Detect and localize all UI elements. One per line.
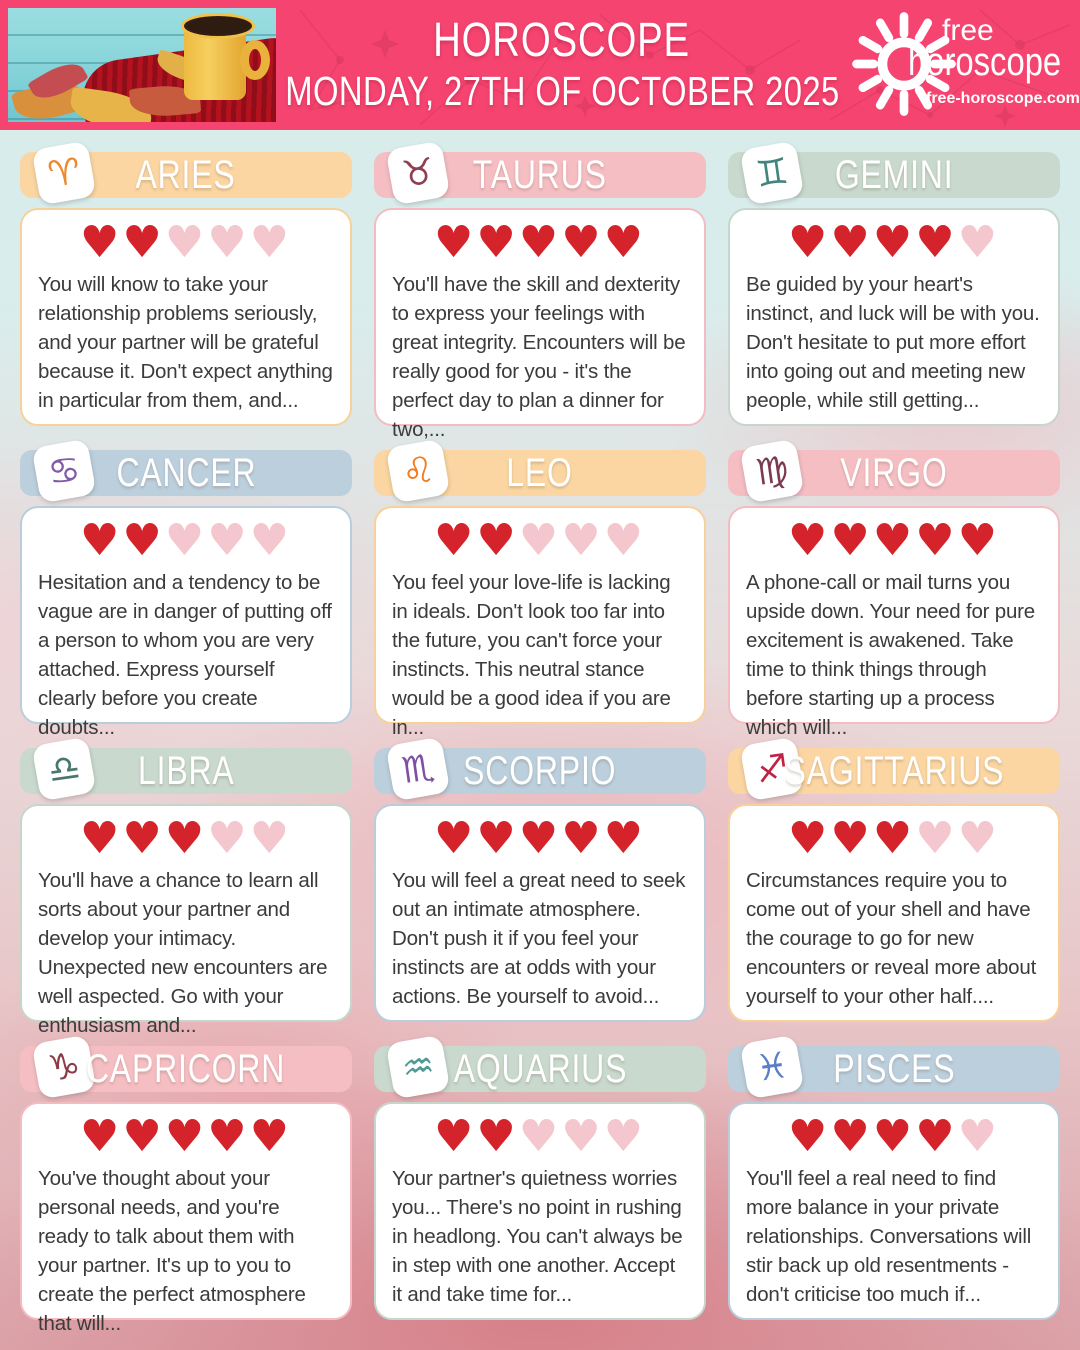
heart-full-icon: ♥ bbox=[164, 813, 208, 864]
heart-empty-icon: ♥ bbox=[249, 515, 293, 566]
sign-header-band bbox=[374, 450, 706, 496]
heart-full-icon: ♥ bbox=[603, 813, 647, 864]
sign-name: LIBRA bbox=[137, 748, 235, 793]
mug-handle-decor bbox=[240, 40, 270, 80]
logo-text-free: free bbox=[942, 14, 994, 47]
heart-empty-icon: ♥ bbox=[207, 515, 250, 566]
heart-full-icon: ♥ bbox=[872, 217, 916, 268]
sign-header-band bbox=[728, 152, 1060, 198]
heart-empty-icon: ♥ bbox=[164, 515, 208, 566]
heart-empty-icon: ♥ bbox=[249, 813, 293, 864]
heart-empty-icon: ♥ bbox=[603, 1111, 647, 1162]
hearts-rating bbox=[38, 813, 334, 864]
sign-cell-virgo bbox=[728, 448, 1060, 739]
hearts-rating bbox=[392, 1111, 688, 1162]
sign-text: You will feel a great need to seek out an intimate atmosphere. Don't push it if you feel your instincts are at odds with your actions. Be yourself to avoid... bbox=[392, 869, 686, 1008]
heart-full-icon: ♥ bbox=[79, 813, 123, 864]
sign-header-band bbox=[20, 748, 352, 794]
heart-full-icon: ♥ bbox=[787, 813, 831, 864]
cancer-icon: ♋ bbox=[32, 439, 97, 504]
sign-text: Your partner's quietness worries you... There's no point in rushing in headlong. You can't always be in step with one another. Accept it and take time for... bbox=[392, 1167, 683, 1306]
hearts-rating bbox=[38, 217, 334, 268]
taurus-icon: ♉ bbox=[386, 141, 451, 206]
free-horoscope-logo bbox=[850, 6, 1080, 124]
heart-empty-icon: ♥ bbox=[249, 217, 293, 268]
sign-cell-gemini bbox=[728, 152, 1060, 426]
heart-full-icon: ♥ bbox=[603, 217, 647, 268]
heart-full-icon: ♥ bbox=[830, 1111, 873, 1162]
aquarius-icon: ♒ bbox=[386, 1035, 451, 1100]
sign-header-band bbox=[728, 1046, 1060, 1092]
heart-full-icon: ♥ bbox=[518, 813, 562, 864]
sign-cell-aquarius bbox=[374, 1046, 706, 1320]
heart-empty-icon: ♥ bbox=[561, 515, 604, 566]
page-date: MONDAY, 27TH OF OCTOBER 2025 bbox=[284, 68, 840, 114]
sign-header-band bbox=[728, 450, 1060, 496]
sign-card bbox=[728, 208, 1060, 426]
heart-full-icon: ♥ bbox=[872, 813, 916, 864]
heart-empty-icon: ♥ bbox=[561, 1111, 604, 1162]
sign-cell-aries bbox=[20, 152, 352, 426]
heart-full-icon: ♥ bbox=[787, 515, 831, 566]
heart-full-icon: ♥ bbox=[249, 1111, 293, 1162]
sign-card bbox=[374, 804, 706, 1022]
libra-icon: ♎ bbox=[32, 737, 97, 802]
hearts-rating bbox=[38, 515, 334, 566]
sign-header-band bbox=[20, 1046, 352, 1092]
heart-full-icon: ♥ bbox=[476, 1111, 519, 1162]
heart-full-icon: ♥ bbox=[79, 515, 123, 566]
sign-cell-cancer bbox=[20, 448, 352, 739]
heart-full-icon: ♥ bbox=[433, 813, 477, 864]
heart-full-icon: ♥ bbox=[787, 1111, 831, 1162]
sign-name: PISCES bbox=[832, 1046, 956, 1091]
hearts-rating bbox=[746, 813, 1042, 864]
sign-text: You feel your love-life is lacking in ideals. Don't look too far into the future, you can't force your instincts. This neutral stance would be a good idea if you are in... bbox=[392, 571, 671, 739]
sign-text: You'll have the skill and dexterity to express your feelings with great integrity. Encounters will be really good for you - it's the perfect day to plan a dinner for two,... bbox=[392, 273, 686, 441]
sagittarius-icon: ♐ bbox=[740, 737, 805, 802]
heart-full-icon: ♥ bbox=[787, 217, 831, 268]
sign-cell-capricorn bbox=[20, 1044, 352, 1335]
hearts-rating bbox=[392, 217, 688, 268]
sign-header-band bbox=[728, 748, 1060, 794]
heart-full-icon: ♥ bbox=[476, 217, 519, 268]
heart-full-icon: ♥ bbox=[433, 217, 477, 268]
heart-full-icon: ♥ bbox=[957, 515, 1001, 566]
sign-card bbox=[374, 506, 706, 739]
sign-name: CAPRICORN bbox=[86, 1046, 286, 1091]
sign-name: ARIES bbox=[135, 152, 237, 197]
heart-empty-icon: ♥ bbox=[957, 1111, 1001, 1162]
sign-name: TAURUS bbox=[472, 152, 607, 197]
scorpio-icon: ♏ bbox=[386, 737, 451, 802]
sign-header-band bbox=[374, 152, 706, 198]
heart-full-icon: ♥ bbox=[830, 813, 873, 864]
sign-text: You will know to take your relationship problems seriously, and your partner will be grateful because it. Don't expect anything in particular from them, and... bbox=[38, 273, 333, 412]
heart-full-icon: ♥ bbox=[79, 217, 123, 268]
sign-text: Be guided by your heart's instinct, and luck will be with you. Don't hesitate to put more effort into going out and meeting new people, while still getting... bbox=[746, 273, 1040, 412]
heart-full-icon: ♥ bbox=[164, 1111, 208, 1162]
heart-full-icon: ♥ bbox=[476, 813, 519, 864]
heart-full-icon: ♥ bbox=[207, 1111, 250, 1162]
sign-card bbox=[728, 1102, 1060, 1320]
heart-full-icon: ♥ bbox=[476, 515, 519, 566]
heart-empty-icon: ♥ bbox=[915, 813, 958, 864]
sign-name: GEMINI bbox=[834, 152, 954, 197]
heart-full-icon: ♥ bbox=[830, 217, 873, 268]
sign-name: VIRGO bbox=[840, 450, 948, 495]
sign-cell-scorpio bbox=[374, 748, 706, 1022]
sign-cell-taurus bbox=[374, 150, 706, 441]
heart-full-icon: ♥ bbox=[122, 813, 165, 864]
sign-name: SAGITTARIUS bbox=[784, 748, 1004, 793]
sign-text: Circumstances require you to come out of your shell and have the courage to go for new encounters or reveal more about yourself to your other half.... bbox=[746, 869, 1037, 1008]
sign-text: You'll feel a real need to find more balance in your private relationships. Conversations will stir back up old resentments - don't criticise too much if... bbox=[746, 1167, 1032, 1306]
heart-full-icon: ♥ bbox=[830, 515, 873, 566]
heart-full-icon: ♥ bbox=[433, 1111, 477, 1162]
sign-cell-pisces bbox=[728, 1046, 1060, 1320]
coffee-mug-decor bbox=[184, 24, 246, 100]
hearts-rating bbox=[746, 515, 1042, 566]
heart-empty-icon: ♥ bbox=[207, 813, 250, 864]
gemini-icon: ♊ bbox=[740, 141, 805, 206]
heart-full-icon: ♥ bbox=[79, 1111, 123, 1162]
sign-text: You'll have a chance to learn all sorts about your partner and develop your intimacy. Unexpected new encounters are well aspected. Go with your enthusiasm and... bbox=[38, 869, 328, 1037]
aries-icon: ♈ bbox=[32, 141, 97, 206]
heart-full-icon: ♥ bbox=[915, 1111, 958, 1162]
heart-empty-icon: ♥ bbox=[518, 515, 562, 566]
sign-card bbox=[20, 208, 352, 426]
leo-icon: ♌ bbox=[386, 439, 451, 504]
sign-card bbox=[20, 1102, 352, 1335]
heart-empty-icon: ♥ bbox=[164, 217, 208, 268]
heart-full-icon: ♥ bbox=[518, 217, 562, 268]
sign-cell-libra bbox=[20, 746, 352, 1037]
heart-full-icon: ♥ bbox=[915, 217, 958, 268]
banner-titles bbox=[280, 0, 844, 130]
sign-name: LEO bbox=[506, 450, 574, 495]
heart-full-icon: ♥ bbox=[433, 515, 477, 566]
sign-text: A phone-call or mail turns you upside down. Your need for pure excitement is awakened. Take time to think things through before starting up a process which will... bbox=[746, 571, 1035, 739]
sign-cell-sagittarius bbox=[728, 748, 1060, 1022]
virgo-icon: ♍ bbox=[740, 439, 805, 504]
heart-full-icon: ♥ bbox=[122, 515, 165, 566]
logo-text-horoscope: horoscope bbox=[908, 40, 1062, 84]
sign-header-band bbox=[20, 152, 352, 198]
sign-card bbox=[728, 804, 1060, 1022]
hearts-rating bbox=[746, 217, 1042, 268]
heart-full-icon: ♥ bbox=[122, 217, 165, 268]
heart-empty-icon: ♥ bbox=[603, 515, 647, 566]
heart-empty-icon: ♥ bbox=[957, 217, 1001, 268]
sign-text: You've thought about your personal needs, and you're ready to talk about them with your partner. It's up to you to create the perfect atmosphere that will... bbox=[38, 1167, 306, 1335]
sign-header-band bbox=[374, 1046, 706, 1092]
capricorn-icon: ♑ bbox=[32, 1035, 97, 1100]
hearts-rating bbox=[392, 813, 688, 864]
sign-name: AQUARIUS bbox=[453, 1046, 627, 1091]
sign-cell-leo bbox=[374, 448, 706, 739]
header-photo bbox=[8, 8, 276, 122]
pisces-icon: ♓ bbox=[740, 1035, 805, 1100]
sign-header-band bbox=[374, 748, 706, 794]
heart-full-icon: ♥ bbox=[561, 217, 604, 268]
sign-text: Hesitation and a tendency to be vague are in danger of putting off a person to whom you are very attached. Express yourself clearly before you create doubts... bbox=[38, 571, 332, 739]
sign-card bbox=[374, 1102, 706, 1320]
sign-name: CANCER bbox=[116, 450, 256, 495]
page-title: HOROSCOPE bbox=[433, 14, 691, 67]
hearts-rating bbox=[38, 1111, 334, 1162]
sign-card bbox=[374, 208, 706, 441]
hearts-rating bbox=[392, 515, 688, 566]
heart-full-icon: ♥ bbox=[915, 515, 958, 566]
heart-full-icon: ♥ bbox=[122, 1111, 165, 1162]
heart-empty-icon: ♥ bbox=[518, 1111, 562, 1162]
heart-full-icon: ♥ bbox=[872, 1111, 916, 1162]
sign-header-band bbox=[20, 450, 352, 496]
sign-card bbox=[728, 506, 1060, 739]
logo-site-url: free-horoscope.com bbox=[926, 90, 1080, 107]
heart-full-icon: ♥ bbox=[872, 515, 916, 566]
sign-name: SCORPIO bbox=[463, 748, 617, 793]
sign-card bbox=[20, 804, 352, 1037]
hearts-rating bbox=[746, 1111, 1042, 1162]
heart-empty-icon: ♥ bbox=[957, 813, 1001, 864]
banner bbox=[0, 0, 1080, 130]
sign-card bbox=[20, 506, 352, 739]
heart-empty-icon: ♥ bbox=[207, 217, 250, 268]
signs-grid bbox=[20, 150, 1060, 1335]
heart-full-icon: ♥ bbox=[561, 813, 604, 864]
